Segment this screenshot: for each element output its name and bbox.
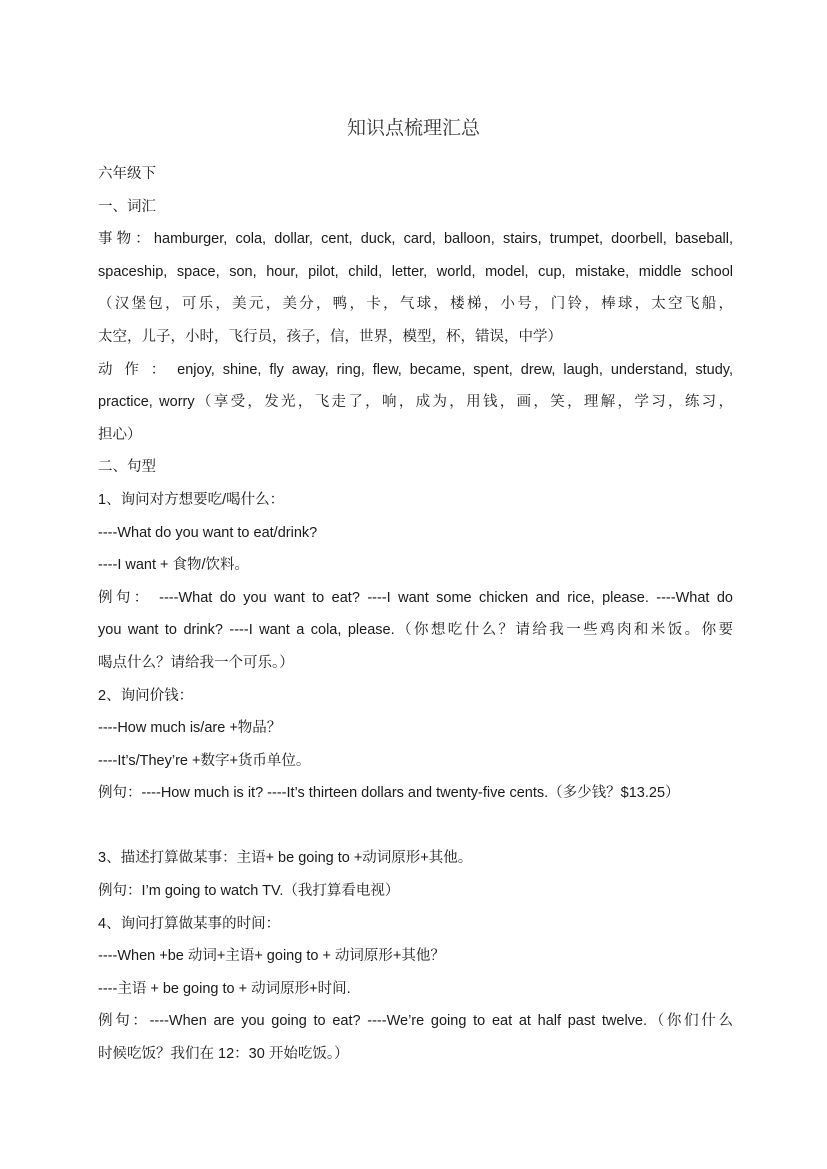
vocab-things-line: spaceship, space, son, hour, pilot, child, letter, world, model, cup, mistake, middle school <box>98 263 733 280</box>
pattern-line: ----What do you want to eat/drink? <box>98 524 318 541</box>
vocab-actions-line: 担心） <box>98 426 142 443</box>
example-line: 例句：I’m going to watch TV.（我打算看电视） <box>98 883 400 900</box>
vocab-actions-line: 动 作 ： enjoy, shine, fly away, ring, flew, became, spent, drew, laugh, understand, study, <box>98 361 733 378</box>
blank-line <box>98 810 733 843</box>
pattern-line: ----主语 + be going to + 动词原形+时间. <box>98 980 351 997</box>
pattern-heading: 2、询问价钱： <box>98 687 194 704</box>
example-line: 例句： ----What do you want to eat? ----I want some chicken and rice, please. ----What do <box>98 589 733 606</box>
pattern-line: ----It’s/They’re +数字+货币单位。 <box>98 752 311 769</box>
section-heading-sentences: 二、句型 <box>98 459 156 476</box>
example-line: 时候吃饭？我们在 12：30 开始吃饭。） <box>98 1046 349 1063</box>
vocab-things-translation: 太空，儿子，小时，飞行员，孩子，信，世界，模型，杯，错误，中学） <box>98 328 562 345</box>
pattern-heading: 3、描述打算做某事：主语+ be going to +动词原形+其他。 <box>98 850 473 867</box>
pattern-heading: 4、询问打算做某事的时间： <box>98 915 281 932</box>
vocab-things-translation: （汉堡包，可乐，美元，美分，鸭，卡，气球，楼梯，小号，门铃，棒球，太空飞船， <box>98 296 733 313</box>
pattern-heading: 1、询问对方想要吃/喝什么： <box>98 491 285 508</box>
example-line: 喝点什么？请给我一个可乐。） <box>98 654 294 671</box>
example-line: 例句：----How much is it? ----It’s thirteen dollars and twenty-five cents.（多少钱？$13.25） <box>98 785 680 802</box>
section-heading-vocabulary: 一、词汇 <box>98 198 156 215</box>
example-line: you want to drink? ----I want a cola, please.（你想吃什么？请给我一些鸡肉和米饭。你要 <box>98 622 733 639</box>
document-body <box>98 158 733 1071</box>
page-title: 知识点梳理汇总 <box>346 118 480 139</box>
example-line: 例句：----When are you going to eat? ----We’re going to eat at half past twelve.（你们什么 <box>98 1013 733 1030</box>
pattern-line: ----I want + 食物/饮料。 <box>98 557 250 574</box>
pattern-line: ----How much is/are +物品？ <box>98 720 282 737</box>
grade-heading: 六年级下 <box>98 166 156 182</box>
pattern-line: ----When +be 动词+主语+ going to + 动词原形+其他？ <box>98 948 445 965</box>
vocab-things-line: 事物：hamburger, cola, dollar, cent, duck, card, balloon, stairs, trumpet, doorbell, baseball, <box>98 231 733 248</box>
vocab-actions-line: practice, worry（享受，发光，飞走了，响，成为，用钱，画，笑，理解，学习，练习， <box>98 394 733 411</box>
